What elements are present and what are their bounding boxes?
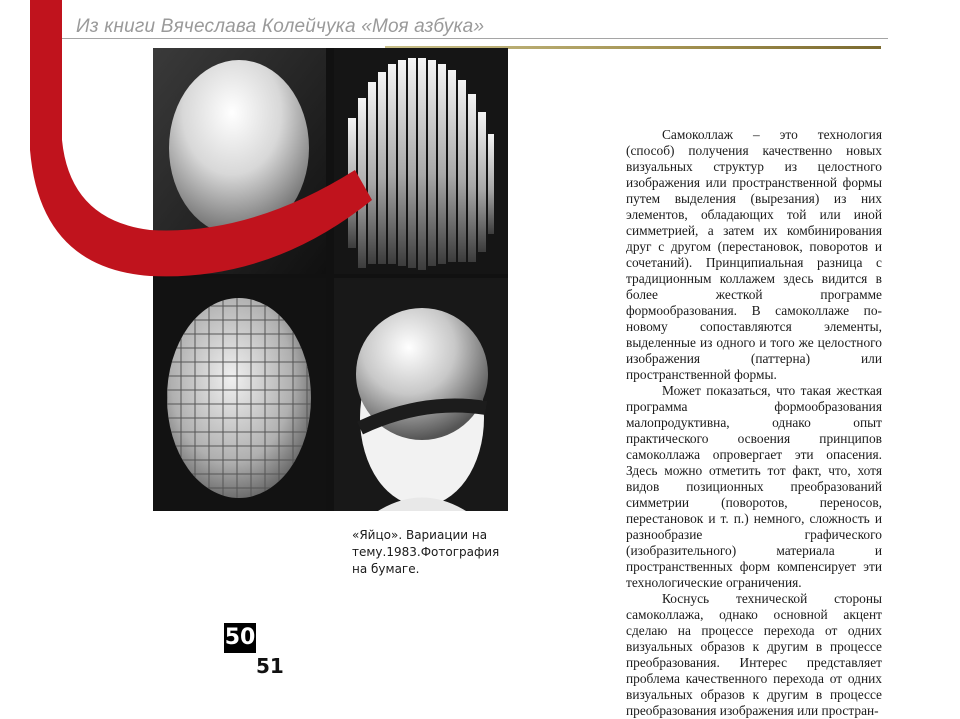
red-hook-shape bbox=[0, 0, 380, 290]
body-paragraph-2: Может показаться, что такая жесткая программа формообразования малопродуктивна, однако опыт практического освоения принципов самоколлажа опровергает эти опасения. Здесь можно отметить тот факт, что, хотя видов позиционных преобразований симметрии (поворотов, переносов, перестановок и т. п.) немного, сложность и разнообразие графического (изобразительного) материала и пространственных форм компенсирует эти технологические ограничения. bbox=[626, 383, 882, 590]
body-text bbox=[626, 127, 882, 719]
figure-egg-sphere bbox=[334, 278, 508, 511]
figure-caption: «Яйцо». Вариации на тему.1983.Фотография на бумаге. bbox=[352, 528, 500, 576]
page-header-title: Из книги Вячеслава Колейчука «Моя азбука» bbox=[76, 16, 485, 37]
figure-egg-mosaic bbox=[153, 278, 326, 511]
page-number-left: 50 bbox=[224, 623, 256, 653]
page-number-right: 51 bbox=[256, 654, 284, 678]
body-paragraph-1: Самоколлаж – это технология (способ) получения качественно новых визуальных структур из целостного изображения или пространственной формы путем выделения (вырезания) из них элементов, обладающих той или иной симметрией, а затем их комбинирования друг с другом (перестановок, поворотов и сочетаний). Принципиальная разница с традиционным коллажем здесь видится в более жесткой программе формообразования. В самоколлаже по-новому сопоставляются элементы, выделенные из одного и того же целостного изображения (паттерна) или пространственной формы. bbox=[626, 127, 882, 382]
body-paragraph-3: Коснусь технической стороны самоколлажа, однако основной акцент сделаю на процессе перехода от одних визуальных образов к другим в процессе преобразования. Интерес представляет проблема качественного перехода от одних визуальных образов к другим в процессе преобразования изображения или простран- bbox=[626, 591, 882, 718]
